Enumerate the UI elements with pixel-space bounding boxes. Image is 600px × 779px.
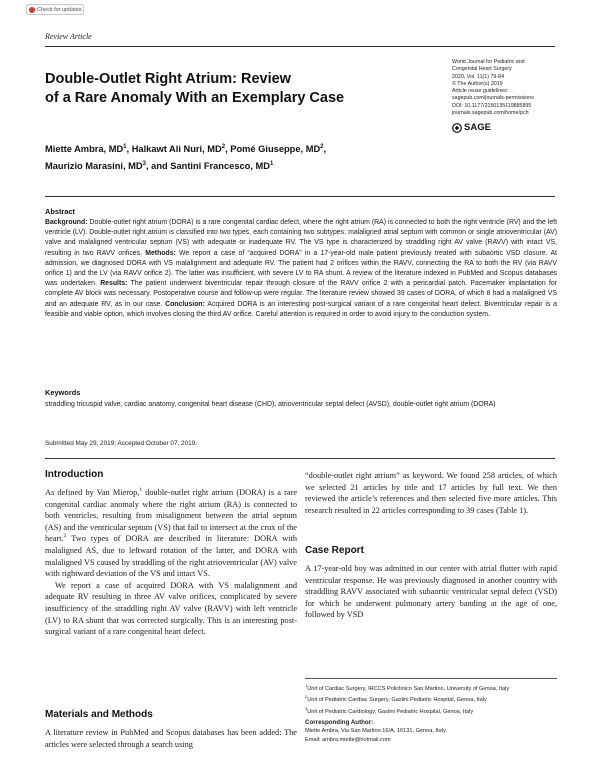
abstract-methods: We report a case of “acquired DORA” in a 17-year-old male patient previously treated with subaortic VSD closure. At admission, we diagnosed DORA with VS malalignment and adequate RV. The patient had 2 orifices within the RAVV, connecting the RA to both the RV (via RAVV orifice 1) and the LV (via RAVV orifice 2). The latter was insufficient, with severe LV to RA shunt. A review of the literature indexed in PubMed and Scopus databases was undertaken.	[45, 249, 557, 288]
intro-text: As defined by Van Mierop,	[45, 488, 140, 497]
case-report-body	[305, 563, 557, 621]
journal-info-link[interactable]: sagepub.com/journals-permissions	[452, 95, 534, 102]
affiliation-item	[305, 705, 557, 716]
check-updates-label: Check for updates	[37, 6, 82, 13]
author-affiliation-ref: 2	[320, 144, 324, 150]
case-report-heading: Case Report	[305, 545, 364, 556]
author-separator: , and	[145, 161, 171, 172]
author-line-2	[45, 157, 445, 174]
affiliation-number: 1	[305, 683, 308, 688]
corresponding-author-address: Miette Ambra, Via San Martino 16/A, 16131, Genoa, Italy.	[305, 728, 447, 735]
sage-logo-text: SAGE	[464, 122, 491, 133]
abstract-results-label: Results:	[100, 280, 128, 288]
author-line-1	[45, 140, 445, 157]
corresponding-author-label: Corresponding Author:	[305, 718, 374, 726]
header-divider	[45, 46, 555, 47]
introduction-paragraph-1	[45, 487, 297, 580]
introduction-paragraph-2: We report a case of acquired DORA with VS malalignment and adequate RV resulting in three AV valve orifices, complicated by severe insufficiency of the straddling right AV valve (RAVV) with left ventricle (LV) to RA shunt that was corrected surgically. This is an interesting post-surgical variant of a rare congenital heart defect.	[45, 580, 297, 637]
author-separator: ,	[126, 144, 132, 155]
keywords-heading: Keywords	[45, 388, 81, 397]
title-line-1: Double-Outlet Right Atrium: Review	[45, 71, 291, 87]
journal-info-line: World Journal for Pediatric and	[452, 59, 525, 65]
affiliation-item	[305, 693, 557, 704]
affiliation-text: Unit of Pediatric Cardiology, Gaslini Pediatric Hospital, Genoa, Italy	[307, 708, 474, 715]
abstract-divider	[45, 196, 555, 197]
article-type: Review Article	[45, 32, 92, 41]
affiliation-text: Unit of Pediatric Cardiac Surgery, Gaslini Pediatric Hospital, Genoa, Italy	[307, 697, 487, 704]
author-affiliation-ref: 2	[221, 144, 226, 150]
journal-info-line: 2020, Vol. 11(1) 79-84	[452, 73, 505, 80]
author-list	[45, 140, 445, 174]
intro-text: Two types of DORA are described in literature: DORA with malaligned AS, due to leftward rotation of the latter, and DORA with malaligned VS caused by straddling of the right atrioventricular (AV) valve with rightward deviation of the VS and intact VS.	[45, 534, 297, 579]
materials-paragraph-cont: “double-outlet right atrium” as keyword. We found 258 articles, of which we selected 21 articles by title and 17 articles by full text. We then reviewed the article’s references and then selected five more articles. This research resulted in 22 articles corresponding to 39 cases (Table 1).	[305, 471, 557, 515]
author-affiliation-ref: 1	[269, 161, 274, 168]
journal-info	[452, 59, 572, 117]
author-name: Pomé Giuseppe, MD	[230, 144, 321, 155]
introduction-body	[45, 487, 297, 638]
journal-info-line: Article reuse guidelines:	[452, 88, 509, 95]
keywords-text: straddling tricuspid valve, cardiac anatomy, congenital heart disease (CHD), atrioventricular septal defect (AVSD), double-outlet right atrium (DORA)	[45, 401, 496, 408]
corresponding-author-email[interactable]: Email: ambra.miette@hotmail.com	[305, 736, 391, 743]
abstract-conclusion: Acquired DORA is an interesting post-surgical variant of a rare congenital heart defect. Biventricular repair is a feasible and viable option, which involves closing the third AV orifice. Careful attention is required in order to avoid injury to the conduction system.	[45, 300, 557, 318]
journal-info-line: © The Author(s) 2019	[452, 80, 503, 87]
submission-dates: Submitted May 29, 2019; Accepted October 07, 2019.	[45, 440, 198, 447]
materials-methods-continued	[305, 470, 557, 516]
author-separator: ,	[323, 144, 327, 155]
author-separator: ,	[225, 144, 231, 155]
author-affiliation-ref: 1	[123, 144, 127, 150]
check-updates-icon	[29, 7, 35, 13]
abstract-background-label: Background:	[45, 219, 88, 226]
introduction-heading: Introduction	[45, 469, 104, 480]
author-name: Halkawt Ali Nuri, MD	[131, 144, 222, 155]
title-line-2: of a Rare Anomaly With an Exemplary Case	[45, 90, 345, 106]
author-name: Maurizio Marasini, MD	[45, 161, 143, 172]
affiliation-number: 3	[305, 705, 308, 711]
author-name: Miette Ambra, MD	[45, 144, 124, 155]
sage-logo	[452, 122, 491, 133]
abstract-background: Double-outlet right atrium (DORA) is a rare congenital cardiac defect, where the right atrium (RA) is connected to both the right ventricle (RV) and the left ventricle (LV). Double-outlet right atrium is classified into two types, each containing two subtypes: malaligned atrial septum with common or single atrioventricular (AV) valve and malaligned ventricular septum (VS) with adequate or inadequate RV. The VS type is characterized by straddling right AV valve (RAVV) with intact VS, resulting in two RAVV orifices.	[45, 219, 557, 257]
affiliation-text: Unit of Cardiac Surgery, IRCCS Policlinico San Martino, University of Genoa, Italy	[307, 685, 510, 692]
author-name: Santini Francesco, MD	[170, 161, 270, 172]
affiliation-item	[305, 682, 557, 693]
reference-2-link[interactable]: 2	[63, 533, 67, 540]
affiliations-divider	[305, 678, 557, 679]
sage-logo-icon	[452, 123, 462, 133]
materials-methods-body	[45, 727, 297, 750]
affiliation-number: 2	[305, 694, 308, 700]
intro-text: double-outlet right atrium (DORA) is a rare congenital cardiac anomaly where the right atrium (RA) is connected to both ventricles, resulting from misalignment between the atrial septum (AS) and the ventricular septum (VS) that fail to intersect at the crux of the heart.	[45, 488, 297, 544]
journal-info-link[interactable]: journals.sagepub.com/home/pch	[452, 110, 529, 117]
body-divider	[45, 458, 555, 459]
abstract-methods-label: Methods:	[145, 249, 176, 257]
abstract-results: The patient underwent biventricular repair through closure of the RAVV orifice 2 with a pericardial patch. Pacemaker implantation for complete AV block was necessary. Postoperative course and follow-up were regular. The literature review showed 39 cases of DORA, of which 8 had a malaligned VS and an adequate RV, as in our case.	[45, 280, 557, 308]
journal-info-doi[interactable]: DOI: 10.1177/2150135119885895	[452, 102, 532, 109]
abstract-text	[45, 218, 557, 320]
materials-methods-heading: Materials and Methods	[45, 709, 153, 720]
case-report-paragraph-1: A 17-year-old boy was admitted in our center with atrial flutter with rapid ventricular response. He was previously diagnosed in another country with straddling RAVV associated with subaortic ventricular septal defect (VSD) for which he underwent pulmonary artery banding at the age of one, followed by VSD	[305, 564, 557, 620]
affiliations	[305, 682, 557, 744]
reference-1-link[interactable]: 1	[139, 487, 143, 494]
journal-info-line: Congenital Heart Surgery	[452, 66, 512, 73]
check-for-updates-badge[interactable]	[26, 4, 84, 15]
abstract-conclusion-label: Conclusion:	[165, 300, 205, 308]
abstract-heading: Abstract	[45, 207, 75, 216]
materials-paragraph-1: A literature review in PubMed and Scopus databases has been added: The articles were selected through a search using	[45, 728, 297, 749]
article-title	[45, 70, 415, 108]
author-affiliation-ref: 3	[142, 161, 146, 168]
